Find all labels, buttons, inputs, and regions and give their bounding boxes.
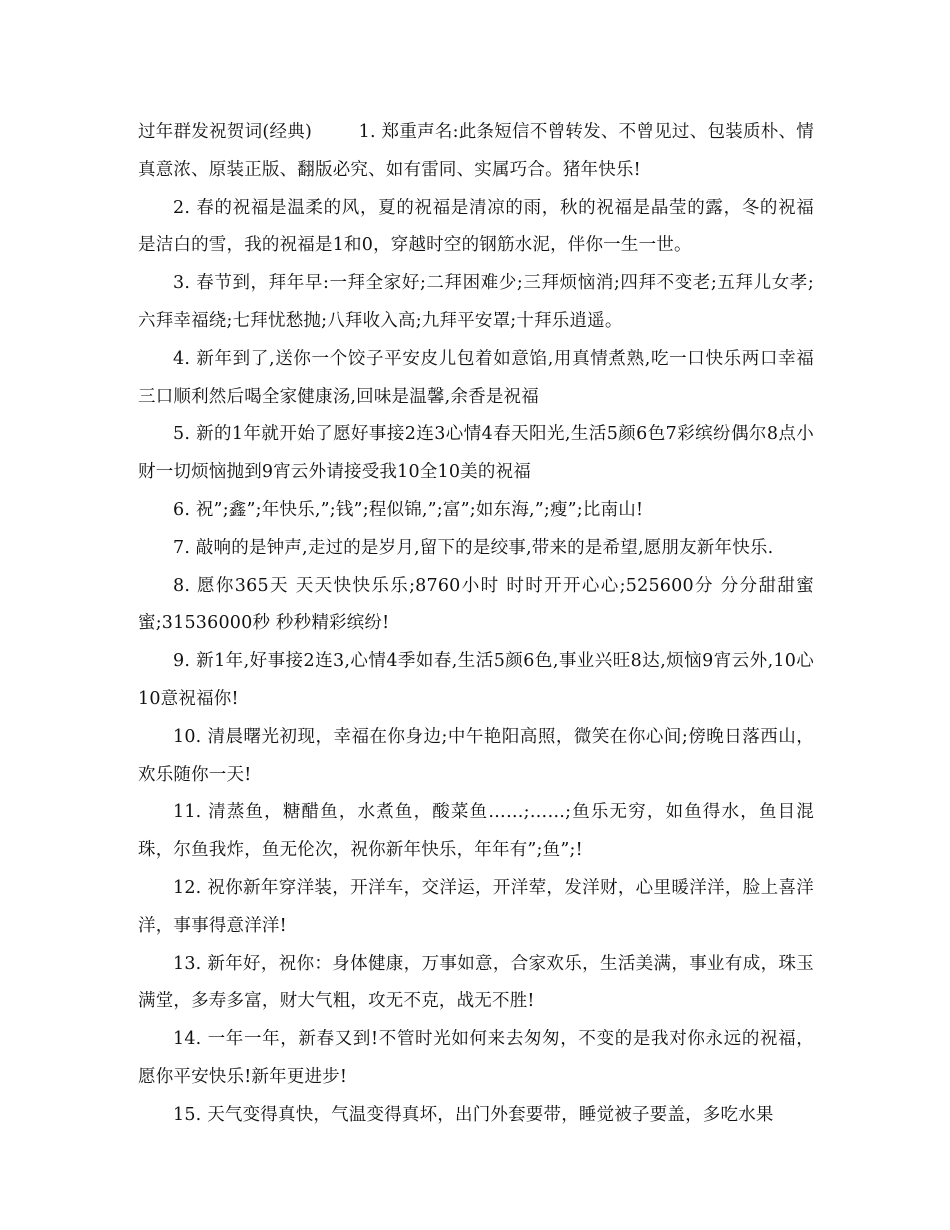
list-item-11: 11. 清蒸鱼，糖醋鱼，水煮鱼，酸菜鱼……;……;鱼乐无穷，如鱼得水，鱼目混珠，尔鱼我炸，鱼无伦次，祝你新年快乐，年年有”;鱼”;!	[138, 802, 814, 861]
list-item-10: 10. 清晨曙光初现，幸福在你身边;中午艳阳高照，微笑在你心间;傍晚日落西山，欢乐随你一天!	[138, 726, 814, 785]
document-title: 过年群发祝贺词(经典)	[138, 122, 312, 142]
list-item-4: 4. 新年到了,送你一个饺子平安皮儿包着如意馅,用真情煮熟,吃一口快乐两口幸福三口顺利然后喝全家健康汤,回味是温馨,余香是祝福	[138, 348, 814, 407]
list-item-12: 12. 祝你新年穿洋装，开洋车，交洋运，开洋荤，发洋财，心里暖洋洋，脸上喜洋洋，事事得意洋洋!	[138, 877, 814, 936]
list-item-5: 5. 新的1年就开始了愿好事接2连3心情4春天阳光,生活5颜6色7彩缤纷偶尔8点小财一切烦恼抛到9宵云外请接受我10全10美的祝福	[138, 424, 814, 483]
list-item-15: 15. 天气变得真快，气温变得真坏，出门外套要带，睡觉被子要盖，多吃水果	[173, 1104, 774, 1125]
title-gap	[312, 122, 359, 142]
list-item-8: 8. 愿你365天 天天快快乐乐;8760小时 时时开开心心;525600分 分分甜甜蜜蜜;31536000秒 秒秒精彩缤纷!	[138, 575, 814, 634]
list-item-9: 9. 新1年,好事接2连3,心情4季如春,生活5颜6色,事业兴旺8达,烦恼9宵云外,10心10意祝福你!	[138, 651, 814, 709]
list-item-2: 2. 春的祝福是温柔的风，夏的祝福是清凉的雨，秋的祝福是晶莹的露，冬的祝福是洁白的雪，我的祝福是1和0，穿越时空的钢筋水泥，伴你一生一世。	[138, 197, 814, 256]
list-item-13: 13. 新年好，祝你：身体健康，万事如意，合家欢乐，生活美满，事业有成，珠玉满堂，多寿多富，财大气粗，攻无不克，战无不胜!	[138, 953, 814, 1012]
document-body	[138, 114, 814, 1135]
list-item-14: 14. 一年一年，新春又到!不管时光如何来去匆匆，不变的是我对你永远的祝福，愿你平安快乐!新年更进步!	[138, 1029, 814, 1087]
list-item-7: 7. 敲响的是钟声,走过的是岁月,留下的是绞事,带来的是希望,愿朋友新年快乐.	[173, 537, 774, 558]
first-paragraph	[138, 114, 814, 190]
list-item-6: 6. 祝”;鑫”;年快乐,”;钱”;程似锦,”;富”;如东海,”;瘦”;比南山!	[173, 499, 644, 520]
list-item-3: 3. 春节到，拜年早:一拜全家好;二拜困难少;三拜烦恼消;四拜不变老;五拜儿女孝;六拜幸福绕;七拜忧愁抛;八拜收入高;九拜平安罩;十拜乐逍遥。	[138, 273, 814, 331]
list-item-1: 1. 郑重声名:此条短信不曾转发、不曾见过、包装质朴、情真意浓、原装正版、翻版必究、如有雷同、实属巧合。猪年快乐!	[138, 122, 814, 180]
